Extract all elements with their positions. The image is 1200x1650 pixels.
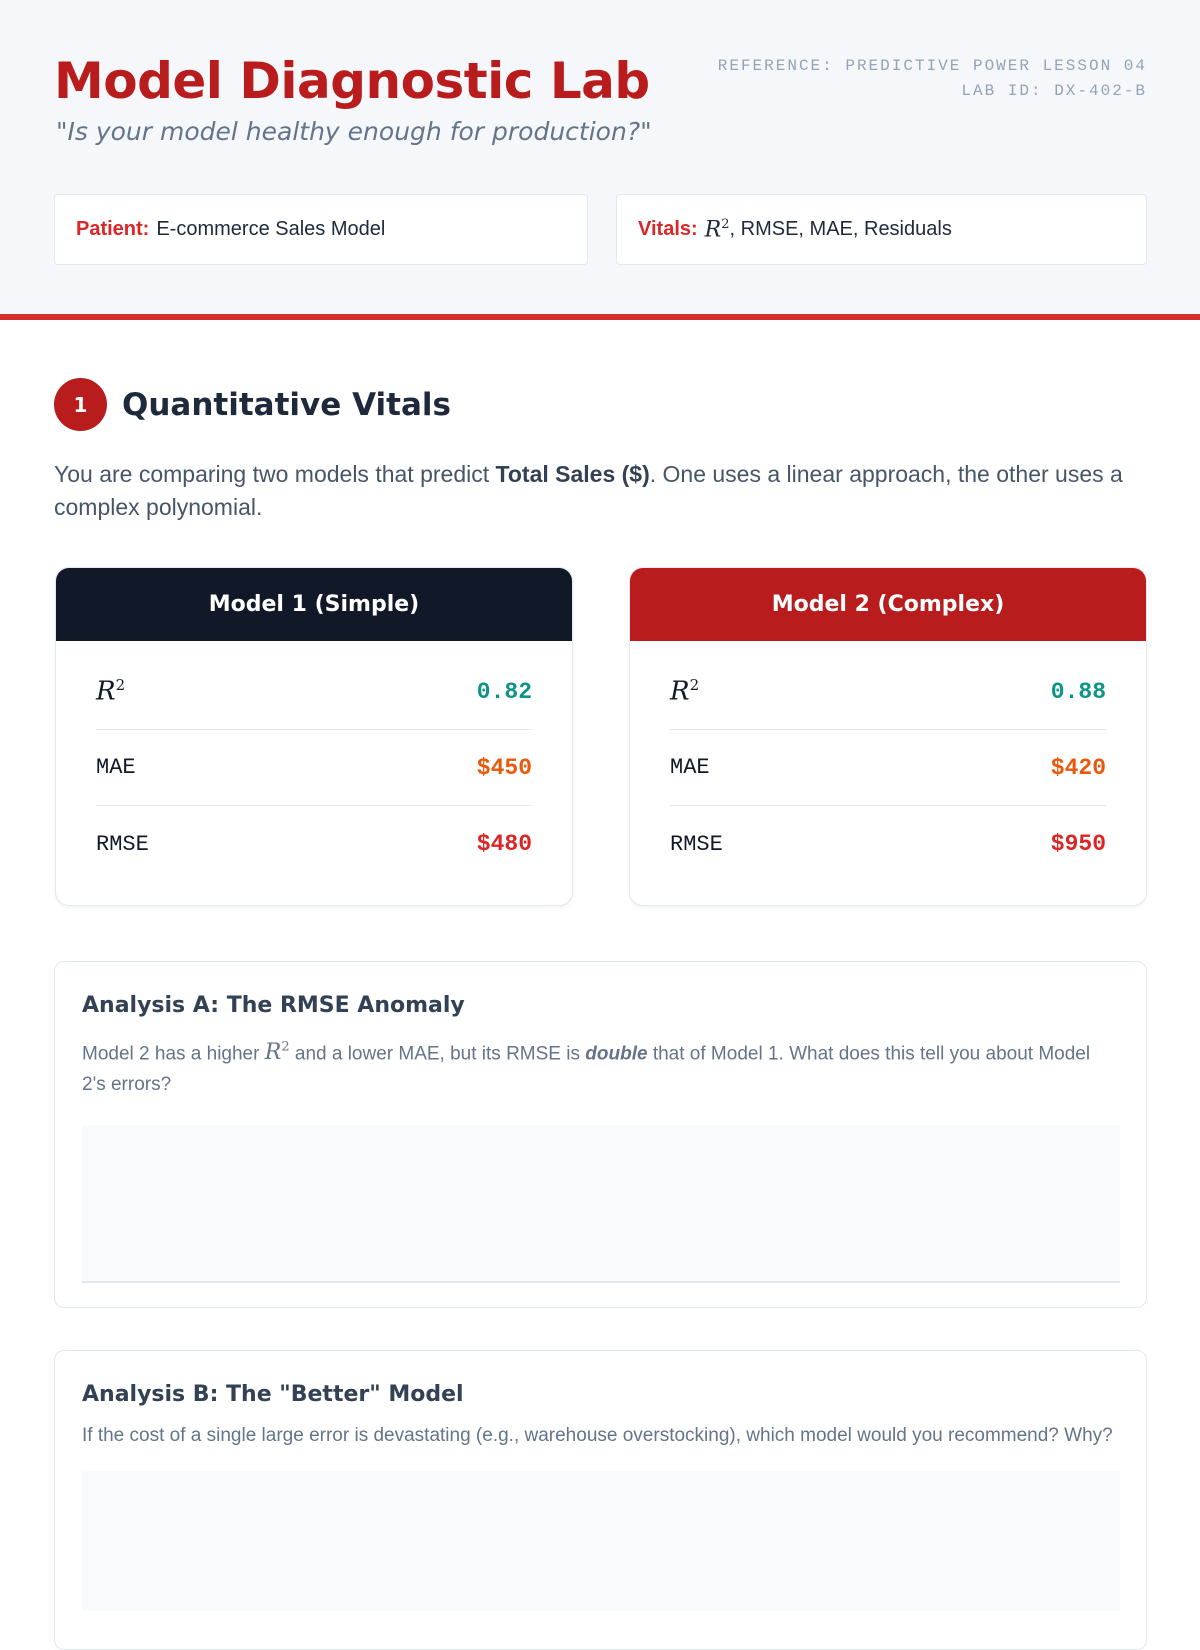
patient-value: E-commerce Sales Model [156, 218, 386, 240]
model-1-header: Model 1 (Simple) [56, 568, 572, 641]
analysis-a-r-squared [265, 1040, 290, 1065]
section-number-badge: 1 [54, 378, 107, 431]
metric-label-rmse: RMSE [96, 831, 149, 857]
r2-symbol: R [670, 676, 690, 707]
r2-sup: 2 [115, 676, 126, 695]
analysis-a-r-sup: 2 [281, 1040, 290, 1055]
analysis-a-r-symbol: R [264, 1040, 282, 1066]
intro-text-bold: Total Sales ($) [495, 461, 650, 487]
metric-value-rmse: $480 [476, 831, 532, 857]
vitals-box [616, 194, 1147, 265]
r2-sup: 2 [689, 676, 700, 695]
analysis-b-question: If the cost of a single large error is devastating (e.g., warehouse overstocking), which model would you recommend? Why? [82, 1425, 1113, 1446]
analysis-a-text-mid: and a lower MAE, but its RMSE is [289, 1043, 586, 1065]
analysis-a-answer-area[interactable] [82, 1125, 1120, 1283]
model-2-header: Model 2 (Complex) [630, 568, 1146, 641]
page-subtitle: "Is your model healthy enough for production?" [56, 117, 652, 146]
vitals-r-symbol: R [704, 217, 722, 243]
model-1-card [55, 567, 573, 906]
metric-row-rmse [96, 806, 532, 882]
page-title: Model Diagnostic Lab [54, 52, 650, 110]
vitals-rest: , RMSE, MAE, Residuals [729, 218, 952, 240]
metric-label-r2 [96, 676, 125, 707]
reference-text: REFERENCE: PREDICTIVE POWER LESSON 04 [717, 57, 1147, 75]
lab-id-text: LAB ID: DX-402-B [961, 82, 1147, 100]
analysis-b-answer-area[interactable] [82, 1471, 1120, 1611]
vitals-r-sup: 2 [721, 216, 730, 232]
metric-label-rmse: RMSE [670, 831, 723, 857]
metric-value-rmse: $950 [1050, 831, 1106, 857]
metric-label-mae: MAE [96, 755, 136, 780]
model-1-metrics [56, 641, 572, 882]
intro-text-post: . One uses a linear approach, the other uses a complex polynomial. [54, 461, 1123, 520]
analysis-b-card [54, 1350, 1147, 1650]
metric-row-r2 [670, 641, 1106, 730]
metric-value-mae: $420 [1050, 754, 1106, 781]
r2-symbol: R [96, 676, 116, 707]
model-2-metrics [630, 641, 1146, 882]
header [0, 0, 1200, 320]
analysis-a-text-pre: Model 2 has a higher [82, 1043, 265, 1065]
reference-block [718, 54, 1147, 104]
analysis-a-text-post: that of Model 1. What does this tell you about Model 2's errors? [82, 1043, 1091, 1096]
metric-value-r2: 0.82 [476, 678, 532, 705]
metric-label-r2 [670, 676, 699, 707]
analysis-b-title: Analysis B: The "Better" Model [82, 1382, 464, 1407]
intro-text-pre: You are comparing two models that predict [54, 461, 496, 487]
patient-box [54, 194, 588, 265]
section-heading [54, 378, 451, 431]
section-title: Quantitative Vitals [122, 386, 451, 423]
metric-row-rmse [670, 806, 1106, 882]
metric-value-r2: 0.88 [1050, 678, 1106, 705]
vitals-r-squared [705, 217, 730, 242]
metric-row-r2 [96, 641, 532, 730]
section-intro [54, 458, 1154, 524]
metric-label-mae: MAE [670, 755, 710, 780]
patient-label: Patient: [76, 218, 150, 240]
metric-row-mae [96, 730, 532, 806]
analysis-a-card [54, 961, 1147, 1308]
model-2-card [629, 567, 1147, 906]
analysis-a-text-em: double [585, 1043, 648, 1065]
metric-value-mae: $450 [476, 754, 532, 781]
analysis-a-title: Analysis A: The RMSE Anomaly [82, 993, 465, 1018]
vitals-label: Vitals: [638, 218, 698, 240]
analysis-a-question [82, 1032, 1119, 1100]
metric-row-mae [670, 730, 1106, 806]
